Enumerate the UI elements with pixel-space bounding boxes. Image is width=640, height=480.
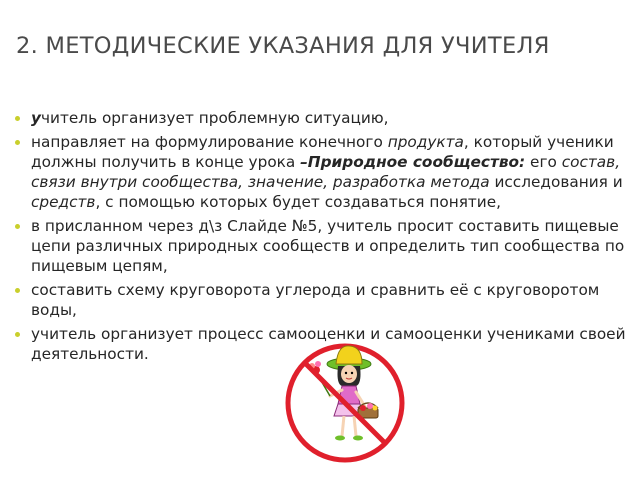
prohibition-illustration	[280, 338, 410, 468]
bullet-item: в присланном через д\з Слайде №5, учитель просит составить пищевые цепи различных природных сообществ и определить тип сообщества по пищевым цепям,	[14, 216, 634, 276]
girl-with-basket-icon	[280, 338, 410, 468]
bullet-item: учитель организует проблемную ситуацию,	[14, 108, 634, 128]
bullet-item: учитель организует процесс самооценки и самооценки учениками своей деятельности.	[14, 324, 634, 364]
slide-title: 2. МЕТОДИЧЕСКИЕ УКАЗАНИЯ ДЛЯ УЧИТЕЛЯ	[16, 33, 550, 59]
bullet-list	[14, 108, 634, 368]
bullet-item: направляет на формулирование конечного продукта, который ученики должны получить в конце урока –Природное сообщество: его состав, связи внутри сообщества, значение, разработка метода исследования и средств, с помощью которых будет создаваться понятие,	[14, 132, 634, 212]
bullet-item: составить схему круговорота углерода и сравнить её с круговоротом воды,	[14, 280, 634, 320]
